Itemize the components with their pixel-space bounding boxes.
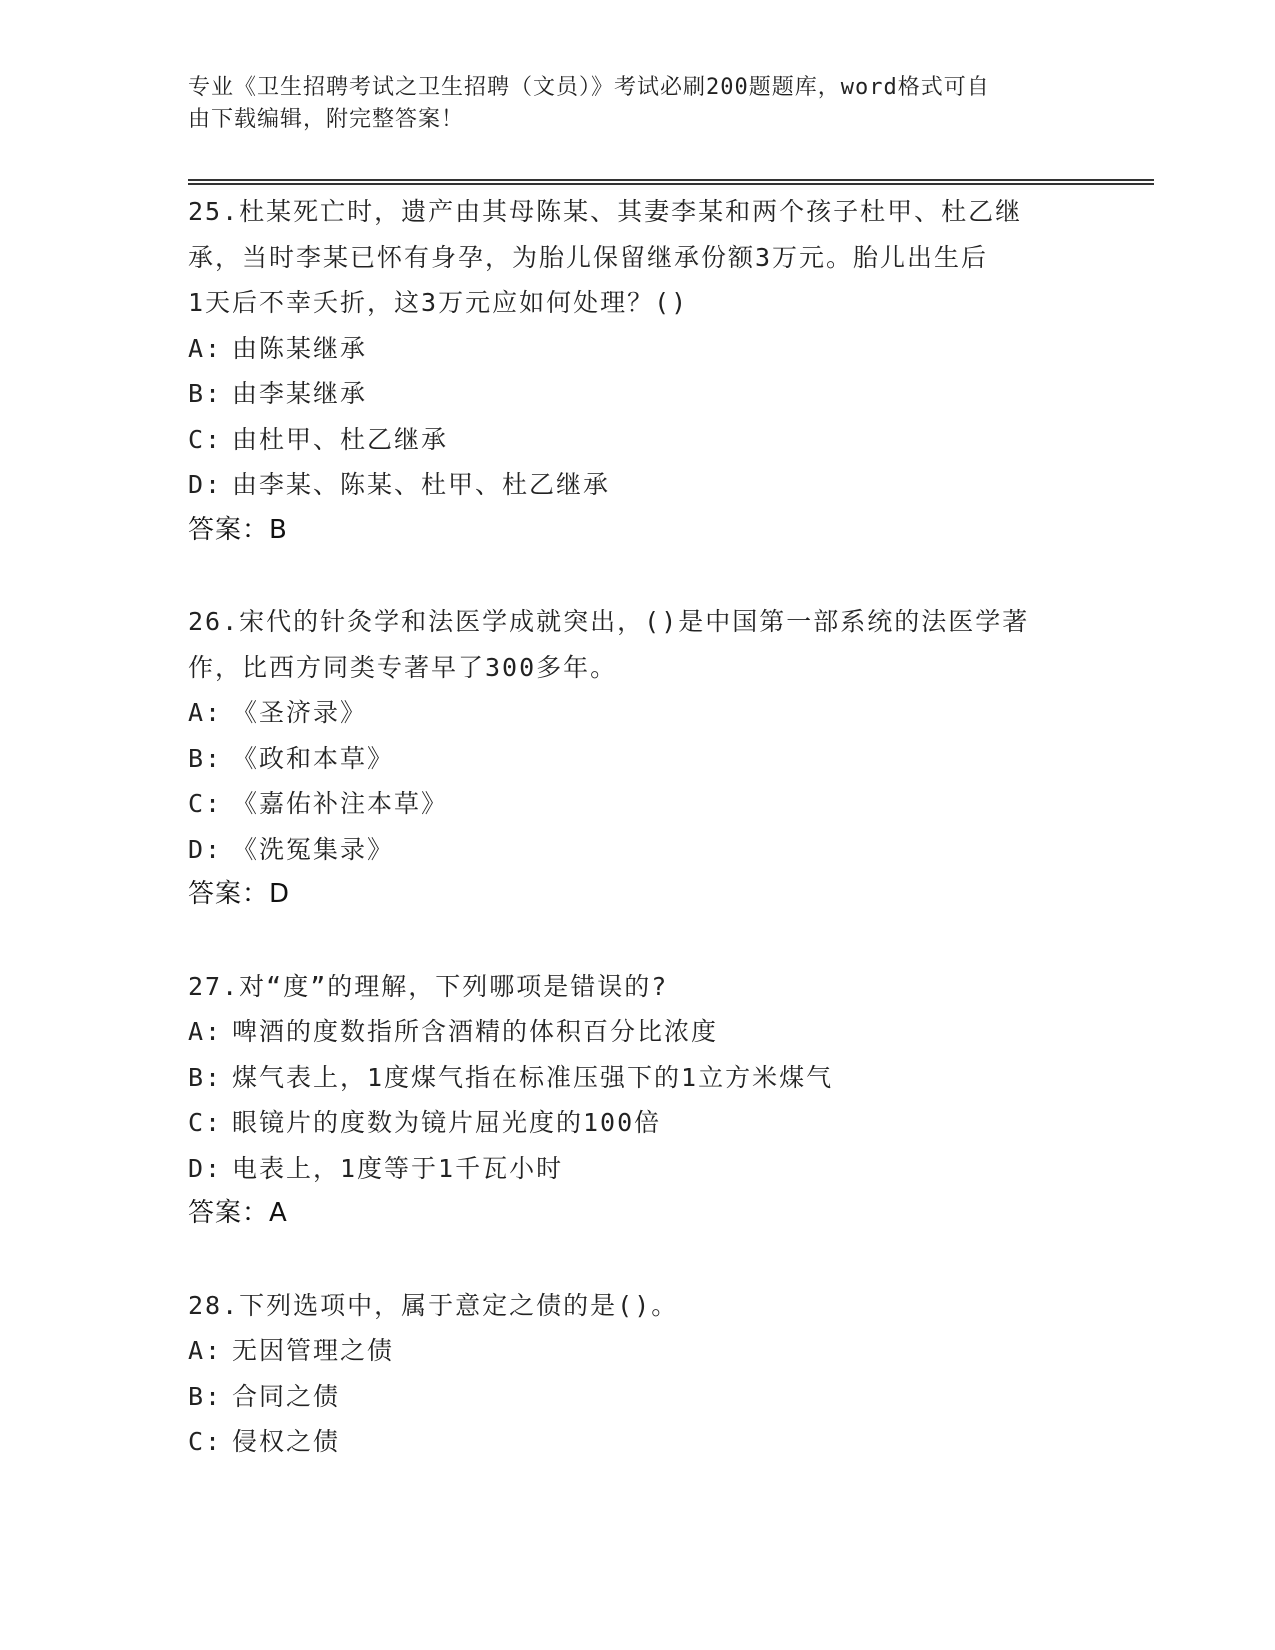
option-label: C:: [188, 789, 223, 818]
stem-line: 承，当时李某已怀有身孕，为胎儿保留继承份额3万元。胎儿出生后: [188, 242, 989, 272]
option-a: [188, 326, 1088, 372]
option-text: 啤酒的度数指所含酒精的体积百分比浓度: [232, 1017, 719, 1046]
stem-line: 27.对“度”的理解，下列哪项是错误的?: [188, 971, 669, 1001]
option-text: 《嘉佑补注本草》: [232, 789, 449, 818]
question-28: [188, 1283, 1088, 1465]
option-label: A:: [188, 1017, 223, 1046]
header-line-1: 专业《卫生招聘考试之卫生招聘（文员）》考试必刷200题题库，word格式可自: [188, 75, 990, 100]
option-text: 无因管理之债: [232, 1336, 395, 1365]
option-c: [188, 781, 1088, 827]
option-text: 眼镜片的度数为镜片屈光度的100倍: [232, 1108, 662, 1137]
option-c: [188, 1100, 1088, 1146]
option-text: 《政和本草》: [232, 743, 395, 773]
option-text: 由陈某继承: [232, 333, 368, 363]
answer: 答案：D: [188, 879, 291, 909]
option-text: 由杜甲、杜乙继承: [232, 424, 449, 454]
option-b: [188, 1374, 1088, 1420]
stem-line: 作，比西方同类专著早了300多年。: [188, 652, 618, 682]
stem-line: 25.杜某死亡时，遗产由其母陈某、其妻李某和两个孩子杜甲、杜乙继: [188, 197, 1023, 226]
option-label: B:: [188, 379, 223, 408]
option-a: [188, 690, 1088, 736]
header-rule-top: [188, 179, 1154, 181]
option-label: D:: [188, 470, 223, 499]
option-label: C:: [188, 424, 223, 454]
option-a: [188, 1328, 1088, 1374]
option-label: D:: [188, 1153, 223, 1183]
option-text: 《圣济录》: [232, 698, 368, 727]
option-label: A:: [188, 333, 223, 363]
stem-line: 1天后不幸夭折，这3万元应如何处理？(): [188, 288, 689, 317]
option-text: 电表上，1度等于1千瓦小时: [232, 1153, 564, 1183]
answer: 答案：A: [188, 1198, 288, 1228]
stem-line: 26.宋代的针灸学和法医学成就突出，()是中国第一部系统的法医学著: [188, 607, 1030, 636]
option-label: A:: [188, 1336, 223, 1365]
document-header: [188, 72, 1088, 136]
option-c: [188, 1419, 1088, 1465]
option-d: [188, 827, 1088, 873]
stem-line: 28.下列选项中，属于意定之债的是()。: [188, 1290, 679, 1320]
question-stem: [188, 1283, 1088, 1329]
option-text: 由李某、陈某、杜甲、杜乙继承: [232, 470, 611, 499]
question-list: [188, 189, 1088, 1511]
header-rule-bottom: [188, 183, 1154, 185]
option-text: 由李某继承: [232, 379, 368, 408]
header-line-2: 由下载编辑，附完整答案！: [188, 107, 465, 132]
option-c: [188, 417, 1088, 463]
question-25: [188, 189, 1088, 553]
option-label: B:: [188, 1381, 223, 1411]
option-text: 合同之债: [232, 1381, 341, 1411]
question-stem: [188, 189, 1088, 326]
question-stem: [188, 964, 1088, 1010]
option-a: [188, 1009, 1088, 1055]
option-label: A:: [188, 698, 223, 727]
option-d: [188, 462, 1088, 508]
question-26: [188, 599, 1088, 918]
option-text: 侵权之债: [232, 1427, 341, 1456]
option-label: D:: [188, 834, 223, 864]
option-b: [188, 736, 1088, 782]
option-label: C:: [188, 1108, 223, 1137]
option-b: [188, 371, 1088, 417]
answer: 答案：B: [188, 514, 288, 545]
option-label: B:: [188, 1062, 223, 1092]
question-27: [188, 964, 1088, 1237]
option-text: 煤气表上，1度煤气指在标准压强下的1立方米煤气: [232, 1062, 834, 1092]
question-stem: [188, 599, 1088, 690]
option-b: [188, 1055, 1088, 1101]
option-d: [188, 1146, 1088, 1192]
option-label: B:: [188, 743, 223, 773]
option-text: 《洗冤集录》: [232, 834, 395, 864]
option-label: C:: [188, 1427, 223, 1456]
